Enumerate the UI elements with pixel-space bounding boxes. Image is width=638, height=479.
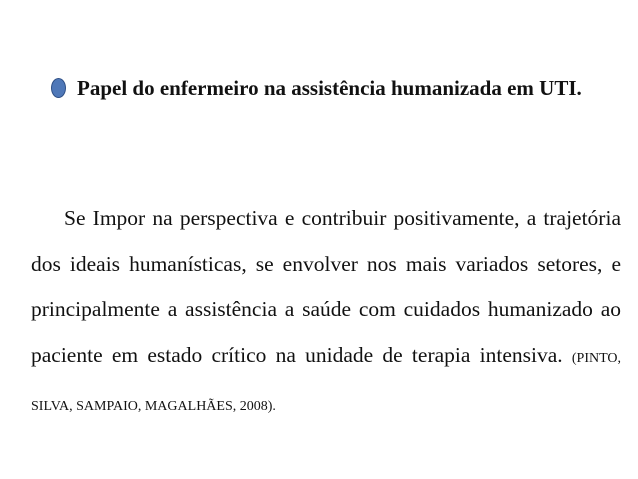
heading-text: Papel do enfermeiro na assistência humanizada em UTI. xyxy=(77,76,582,100)
slide-heading xyxy=(31,72,621,104)
body-paragraph xyxy=(31,196,621,430)
paragraph-text: Se Impor na perspectiva e contribuir positivamente, a trajetória dos ideais humanísticas, se envolver nos mais variados setores, e principalmente a assistência a saúde com cuidados humanizado ao paciente em estado crítico na unidade de terapia intensiva. xyxy=(31,206,621,367)
citation: (PINTO, SILVA, SAMPAIO, MAGALHÃES, 2008). xyxy=(31,350,622,414)
bullet-icon xyxy=(51,78,66,98)
